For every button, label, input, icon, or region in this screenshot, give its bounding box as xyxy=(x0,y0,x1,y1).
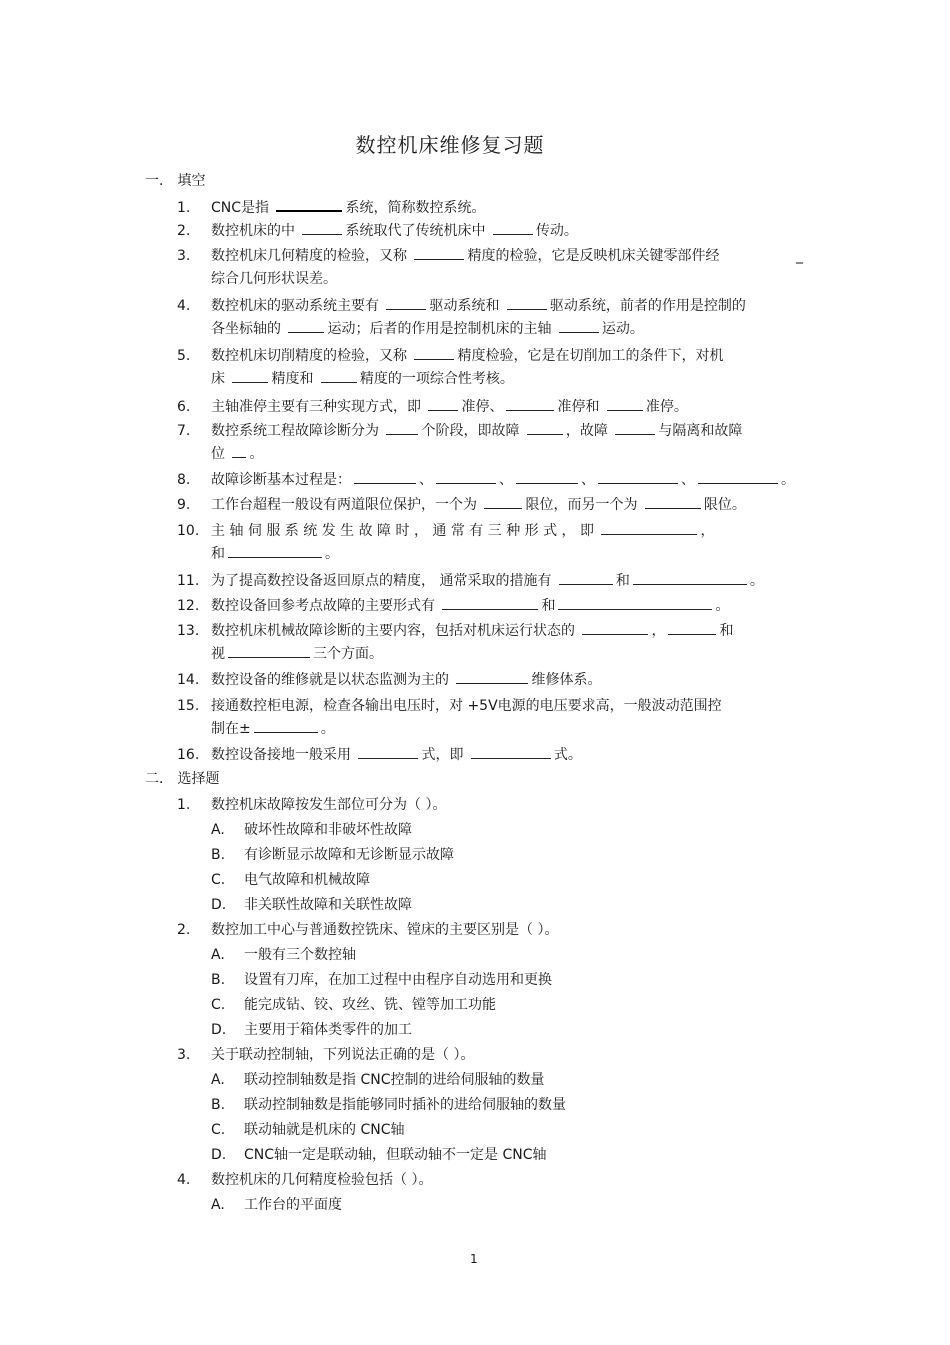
question-text: 限位。 xyxy=(703,497,746,513)
question-line xyxy=(211,369,514,389)
question-line xyxy=(211,596,729,616)
question-text: 精度和 xyxy=(271,371,318,387)
question-number: 1. xyxy=(177,797,191,813)
question-text: 数控机床几何精度的检验，又称 xyxy=(211,248,412,264)
question-line xyxy=(211,198,485,218)
question-text: 、 xyxy=(419,472,433,488)
option-text[interactable]: 能完成钻、铰、攻丝、铣、镗等加工功能 xyxy=(244,997,496,1013)
question-text: 数控机床故障按发生部位可分为（ ）。 xyxy=(211,797,447,813)
question-line xyxy=(211,696,722,716)
option-letter[interactable]: C. xyxy=(211,1122,226,1138)
question-text: _ xyxy=(796,248,803,264)
question-line xyxy=(211,296,746,316)
answer-blank[interactable] xyxy=(321,370,357,383)
question-text: 、 xyxy=(581,472,595,488)
question-number: 4. xyxy=(177,298,191,314)
option-letter[interactable]: A. xyxy=(211,822,225,838)
question-line xyxy=(211,745,582,765)
question-line xyxy=(211,470,795,490)
answer-blank[interactable] xyxy=(428,398,458,411)
question-text: 准停和 xyxy=(557,399,604,415)
option-text[interactable]: 破坏性故障和非破坏性故障 xyxy=(244,822,412,838)
answer-blank[interactable] xyxy=(607,398,643,411)
answer-blank[interactable] xyxy=(516,471,578,484)
question-text: ， xyxy=(651,623,666,639)
question-text: 运动。 xyxy=(601,321,644,337)
question-text: 数控机床的几何精度检验包括（ ）。 xyxy=(211,1172,433,1188)
question-text: 主 轴 伺 服 系 统 发 生 故 障 时 ， 通 常 有 三 种 形 式 ， 即 xyxy=(211,523,599,539)
option-text[interactable]: 非关联性故障和关联性故障 xyxy=(244,897,412,913)
question-number: 15. xyxy=(177,698,200,714)
question-text: 工作台超程一般设有两道限位保护，一个为 xyxy=(211,497,482,513)
option-text[interactable]: CNC轴一定是联动轴，但联动轴不一定是 CNC轴 xyxy=(244,1147,547,1163)
page-number: 1 xyxy=(470,1252,478,1266)
question-text: 。 xyxy=(781,472,795,488)
question-text: 数控系统工程故障诊断分为 xyxy=(211,423,384,439)
answer-blank[interactable] xyxy=(645,496,701,509)
answer-blank[interactable] xyxy=(582,622,648,635)
option-text[interactable]: 联动轴就是机床的 CNC轴 xyxy=(244,1122,405,1138)
answer-blank[interactable] xyxy=(506,398,554,411)
answer-blank[interactable] xyxy=(232,445,246,458)
option-letter[interactable]: A. xyxy=(211,947,225,963)
question-number: 2. xyxy=(177,223,191,239)
option-letter[interactable]: C. xyxy=(211,872,226,888)
option-text[interactable]: 联动控制轴数是指 CNC控制的进给伺服轴的数量 xyxy=(244,1072,545,1088)
question-text: 故障诊断基本过程是： xyxy=(211,472,351,488)
option-letter[interactable]: D. xyxy=(211,897,227,913)
answer-blank[interactable] xyxy=(484,496,522,509)
question-number: 14. xyxy=(177,672,200,688)
question-line xyxy=(211,719,335,739)
section-fill-in-heading: 一． 填空 xyxy=(145,173,206,189)
question-number: 6. xyxy=(177,399,191,415)
option-text[interactable]: 有诊断显示故障和无诊断显示故障 xyxy=(244,847,454,863)
question-line xyxy=(211,346,723,366)
question-text: CNC是指 xyxy=(211,200,274,216)
answer-blank[interactable] xyxy=(288,320,324,333)
question-line xyxy=(211,670,601,690)
question-text: 制在± xyxy=(211,721,251,737)
answer-blank[interactable] xyxy=(228,645,310,658)
option-letter[interactable]: B. xyxy=(211,972,226,988)
answer-blank[interactable] xyxy=(507,297,547,310)
answer-blank[interactable] xyxy=(698,471,778,484)
question-text: 接通数控柜电源，检查各输出电压时，对 +5V电源的电压要求高，一般波动范围控 xyxy=(211,698,722,714)
question-number: 16. xyxy=(177,747,200,763)
question-line xyxy=(211,421,742,441)
answer-blank[interactable] xyxy=(668,622,716,635)
question-line xyxy=(211,246,803,266)
option-letter[interactable]: A. xyxy=(211,1197,225,1213)
answer-blank[interactable] xyxy=(386,422,418,435)
question-text: 数控设备的维修就是以状态监测为主的 xyxy=(211,672,454,688)
question-text: 数控设备回参考点故障的主要形式有 xyxy=(211,598,440,614)
question-text: 、 xyxy=(681,472,695,488)
question-number: 5. xyxy=(177,348,191,364)
answer-blank[interactable] xyxy=(471,746,551,759)
question-text: 和 xyxy=(211,546,225,562)
question-text: 精度的一项综合性考核。 xyxy=(359,371,514,387)
option-text[interactable]: 工作台的平面度 xyxy=(244,1197,342,1213)
answer-blank[interactable] xyxy=(228,545,322,558)
question-text: 准停。 xyxy=(645,399,688,415)
answer-blank[interactable] xyxy=(302,222,342,235)
question-text: 各坐标轴的 xyxy=(211,321,286,337)
option-letter[interactable]: B. xyxy=(211,847,226,863)
page-title: 数控机床维修复习题 xyxy=(355,133,545,157)
answer-blank[interactable] xyxy=(386,297,426,310)
question-number: 11. xyxy=(177,573,200,589)
question-text: 精度的检验，它是反映机床关键零部件经 xyxy=(467,248,720,264)
section-choice-heading: 二． 选择题 xyxy=(145,771,220,787)
question-number: 1. xyxy=(177,200,191,216)
answer-blank[interactable] xyxy=(633,572,747,585)
question-text: 传动。 xyxy=(535,223,578,239)
option-letter[interactable]: B. xyxy=(211,1097,226,1113)
question-text: 主轴准停主要有三种实现方式，即 xyxy=(211,399,426,415)
answer-blank[interactable] xyxy=(598,471,678,484)
question-text: 视 xyxy=(211,646,225,662)
question-text: 数控设备接地一般采用 xyxy=(211,747,356,763)
option-letter[interactable]: C. xyxy=(211,997,226,1013)
option-letter[interactable]: A. xyxy=(211,1072,225,1088)
question-text: 与隔离和故障 xyxy=(658,423,743,439)
option-text[interactable]: 主要用于箱体类零件的加工 xyxy=(244,1022,412,1038)
question-text: 限位，而另一个为 xyxy=(525,497,642,513)
answer-blank[interactable] xyxy=(442,597,538,610)
question-text: 维修体系。 xyxy=(531,672,602,688)
question-line xyxy=(211,397,688,417)
answer-blank[interactable] xyxy=(456,671,528,684)
question-text: 式。 xyxy=(553,747,582,763)
question-number: 4. xyxy=(177,1172,191,1188)
question-line xyxy=(211,571,764,591)
question-text: 和 xyxy=(541,598,556,614)
question-number: 10. xyxy=(177,523,200,539)
question-text: 式，即 xyxy=(421,747,468,763)
answer-blank[interactable] xyxy=(358,746,418,759)
answer-blank[interactable] xyxy=(354,471,416,484)
question-text: 驱动系统和 xyxy=(429,298,504,314)
answer-blank[interactable] xyxy=(559,572,613,585)
question-text: 。 xyxy=(320,721,335,737)
question-text: 。 xyxy=(249,446,264,462)
question-text: 。 xyxy=(325,546,339,562)
question-text: 数控加工中心与普通数控铣床、镗床的主要区别是（ ）。 xyxy=(211,922,559,938)
question-line xyxy=(211,319,644,339)
question-number: 7. xyxy=(177,423,191,439)
option-letter[interactable]: D. xyxy=(211,1022,227,1038)
question-text: 。 xyxy=(749,573,764,589)
question-text: 精度检验，它是在切削加工的条件下，对机 xyxy=(457,348,724,364)
answer-blank[interactable] xyxy=(558,597,712,610)
question-text: 准停、 xyxy=(461,399,504,415)
question-text: 系统取代了传统机床中 xyxy=(345,223,490,239)
answer-blank[interactable] xyxy=(414,347,454,360)
question-line xyxy=(211,544,339,564)
question-text: 床 xyxy=(211,371,230,387)
question-text: 位 xyxy=(211,446,230,462)
question-number: 13. xyxy=(177,623,200,639)
question-text: 和 xyxy=(719,623,734,639)
question-line xyxy=(211,495,746,515)
question-text: 。 xyxy=(715,598,730,614)
answer-blank[interactable] xyxy=(254,720,318,733)
question-line xyxy=(211,269,337,289)
question-text: 驱动系统，前者的作用是控制的 xyxy=(549,298,746,314)
question-line xyxy=(211,621,733,641)
option-letter[interactable]: D. xyxy=(211,1147,227,1163)
question-text: 关于联动控制轴，下列说法正确的是（ ）。 xyxy=(211,1047,475,1063)
option-text[interactable]: 联动控制轴数是指能够同时插补的进给伺服轴的数量 xyxy=(244,1097,566,1113)
question-line xyxy=(211,221,578,241)
question-text: 为了提高数控设备返回原点的精度， 通常采取的措施有 xyxy=(211,573,556,589)
question-text: 和 xyxy=(615,573,630,589)
question-number: 9. xyxy=(177,497,191,513)
question-text: 综合几何形状误差。 xyxy=(211,271,337,287)
answer-blank[interactable] xyxy=(527,422,563,435)
question-text: 运动；后者的作用是控制机床的主轴 xyxy=(327,321,556,337)
answer-blank[interactable] xyxy=(436,471,496,484)
question-text: 数控机床切削精度的检验，又称 xyxy=(211,348,412,364)
question-text: 、 xyxy=(499,472,513,488)
question-number: 3. xyxy=(177,1047,191,1063)
question-text: 数控机床的驱动系统主要有 xyxy=(211,298,384,314)
answer-blank[interactable] xyxy=(615,422,655,435)
question-number: 3. xyxy=(177,248,191,264)
option-text[interactable]: 电气故障和机械故障 xyxy=(244,872,370,888)
answer-blank[interactable] xyxy=(414,247,464,260)
question-text: 系统，简称数控系统。 xyxy=(345,200,486,216)
option-text[interactable]: 设置有刀库，在加工过程中由程序自动选用和更换 xyxy=(244,972,552,988)
question-text: 三个方面。 xyxy=(313,646,383,662)
answer-blank[interactable] xyxy=(493,222,533,235)
question-number: 12. xyxy=(177,598,200,614)
answer-blank[interactable] xyxy=(601,522,697,535)
question-line xyxy=(211,444,263,464)
option-text[interactable]: 一般有三个数控轴 xyxy=(244,947,356,963)
question-text: 数控机床机械故障诊断的主要内容，包括对机床运行状态的 xyxy=(211,623,580,639)
question-text: 个阶段，即故障 xyxy=(421,423,524,439)
question-line xyxy=(211,521,714,541)
question-number: 8. xyxy=(177,472,191,488)
answer-blank[interactable] xyxy=(232,370,268,383)
question-text: ， xyxy=(700,523,715,539)
question-number: 2. xyxy=(177,922,191,938)
answer-blank[interactable] xyxy=(276,198,342,212)
answer-blank[interactable] xyxy=(559,320,599,333)
question-line xyxy=(211,644,383,664)
question-text: ，故障 xyxy=(565,423,613,439)
question-text: 数控机床的中 xyxy=(211,223,300,239)
